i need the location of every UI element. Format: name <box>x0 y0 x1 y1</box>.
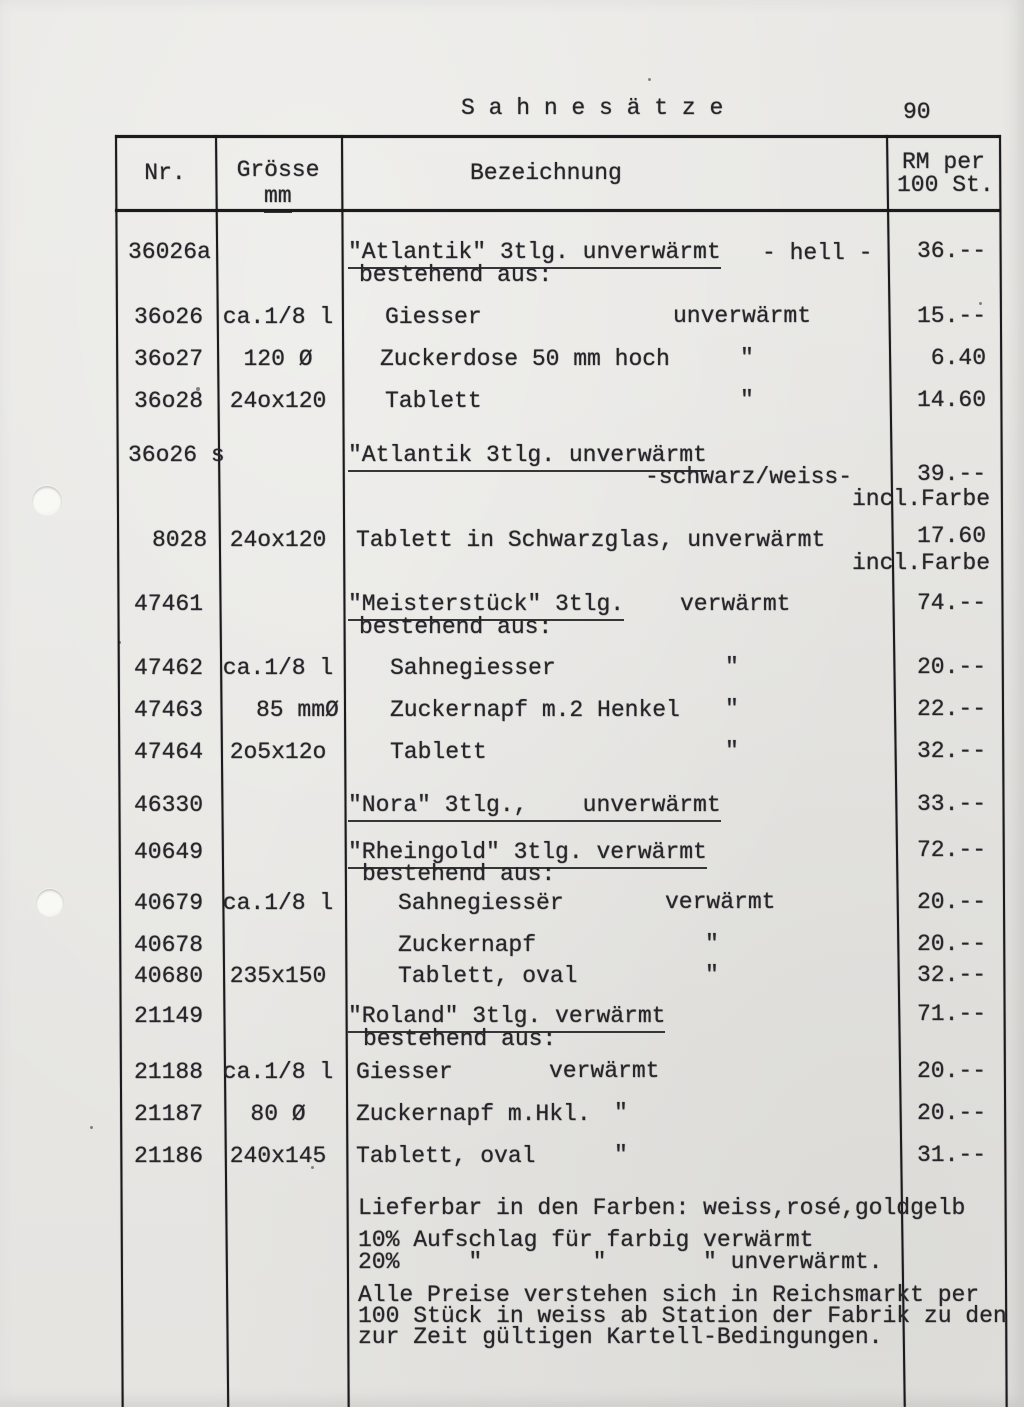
nr-cell: 36026a <box>128 239 211 265</box>
nr-cell: 8028 <box>152 527 208 553</box>
size-cell: 2o5x12o <box>229 739 327 765</box>
header-price-2: 100 St. <box>897 172 994 198</box>
ditto-mark: " <box>725 696 739 722</box>
price-cell: 20.-- <box>916 889 986 915</box>
note-cell: bestehend aus: <box>363 1026 557 1052</box>
item-cell: Tablett, oval <box>398 963 578 989</box>
nr-cell: 21186 <box>134 1143 204 1169</box>
size-cell: 240x145 <box>229 1143 327 1169</box>
page-title: S a h n e s ä t z e <box>461 95 724 121</box>
ditto-mark: " <box>740 387 754 413</box>
price-cell: 74.-- <box>916 590 986 616</box>
table-left-border <box>115 135 124 1407</box>
size-cell: 24ox120 <box>229 527 327 553</box>
table-top-border <box>115 135 1001 138</box>
item-cell: Zuckernapf m.Hkl. <box>356 1101 591 1127</box>
terms-note-2: 100 Stück in weiss ab Station der Fabrik zu den <box>358 1303 1007 1329</box>
price-cell: 39.-- <box>916 461 986 487</box>
ditto-mark: " <box>740 345 754 371</box>
nr-cell: 36o28 <box>134 388 204 414</box>
price-cell: 14.60 <box>916 387 986 413</box>
price-cell: 32.-- <box>916 962 986 988</box>
nr-cell: 36o27 <box>134 346 204 372</box>
set-name-cell: "Nora" 3tlg., unverwärmt <box>348 793 721 822</box>
punch-hole-bottom <box>36 889 64 917</box>
price-cell: 15.-- <box>916 303 986 329</box>
size-cell: 120 Ø <box>243 346 313 372</box>
nr-cell: 21187 <box>134 1101 204 1127</box>
available-colors-note: Lieferbar in den Farben: weiss,rosé,goldgelb <box>358 1195 966 1221</box>
item-cell: Sahnegiesser <box>390 655 556 681</box>
terms-note-1: Alle Preise verstehen sich in Reichsmarkt per <box>358 1282 980 1308</box>
size-cell: ca.1/8 l <box>222 1059 334 1085</box>
price-cell: 36.-- <box>916 238 986 264</box>
price-cell: 71.-- <box>916 1001 986 1027</box>
item-cell: Giesser <box>356 1059 453 1085</box>
size-cell: ca.1/8 l <box>222 304 334 330</box>
item-cell: Tablett in Schwarzglas, unverwärmt <box>356 527 826 553</box>
nr-cell: 47462 <box>134 655 204 681</box>
price-cell: 20.-- <box>916 654 986 680</box>
nr-cell: 40679 <box>134 890 204 916</box>
price-cell: 22.-- <box>916 696 986 722</box>
nr-cell: 47464 <box>134 739 204 765</box>
variant-cell: -schwarz/weiss- <box>645 464 853 490</box>
set-name-cell: "Atlantik" 3tlg. unverwärmt <box>348 240 721 269</box>
nr-cell: 21188 <box>134 1059 204 1085</box>
nr-cell: 46330 <box>134 792 204 818</box>
item-cell: Zuckernapf m.2 Henkel <box>390 697 680 723</box>
note-cell: bestehend aus: <box>362 861 556 887</box>
size-cell: 235x150 <box>229 963 327 989</box>
item-cell: Tablett, oval <box>356 1143 536 1169</box>
item-cell: Zuckernapf <box>398 932 537 958</box>
terms-note-3: zur Zeit gültigen Kartell-Bedingungen. <box>358 1324 883 1350</box>
ditto-mark: " <box>725 654 739 680</box>
state-cell: unverwärmt <box>673 303 812 329</box>
ditto-mark: " <box>614 1142 628 1168</box>
item-cell: Giesser <box>385 304 482 330</box>
price-note-cell: incl.Farbe <box>852 550 991 576</box>
header-groesse-unit: mm <box>264 184 292 213</box>
size-cell: 85 mmØ <box>256 697 339 723</box>
table-right-border <box>999 135 1008 1407</box>
header-price-1: RM per <box>902 149 985 175</box>
column-divider-groesse <box>341 135 350 1407</box>
price-cell: 33.-- <box>916 791 986 817</box>
variant-cell: - hell - <box>762 240 873 266</box>
price-cell: 32.-- <box>916 738 986 764</box>
nr-cell: 36o26 <box>134 304 204 330</box>
header-bezeichnung: Bezeichnung <box>470 160 622 186</box>
nr-cell: 40678 <box>134 932 204 958</box>
ditto-mark: " <box>705 931 719 957</box>
nr-cell: 21149 <box>134 1003 204 1029</box>
price-cell: 72.-- <box>916 837 986 863</box>
nr-cell: 40680 <box>134 963 204 989</box>
header-nr: Nr. <box>144 160 186 186</box>
surcharge-note-2: 20% " " " unverwärmt. <box>358 1249 883 1275</box>
header-groesse: Grösse <box>236 157 320 183</box>
set-name-cell: "Atlantik 3tlg. unverwärmt <box>348 443 707 472</box>
note-cell: bestehend aus: <box>359 262 553 288</box>
ditto-mark: " <box>725 738 739 764</box>
header-divider-line <box>115 209 1001 212</box>
state-cell: verwärmt <box>665 889 776 915</box>
price-cell: 20.-- <box>916 931 986 957</box>
size-cell: 80 Ø <box>250 1101 306 1127</box>
size-cell: ca.1/8 l <box>222 655 334 681</box>
nr-cell: 47461 <box>134 591 204 617</box>
page-number: 90 <box>903 99 931 125</box>
set-name-cell: "Rheingold" 3tlg. verwärmt <box>348 840 707 869</box>
nr-cell: 40649 <box>134 839 204 865</box>
set-name-cell: "Roland" 3tlg. verwärmt <box>348 1004 665 1033</box>
price-cell: 31.-- <box>916 1142 986 1168</box>
nr-cell: 36o26 s <box>128 442 225 468</box>
item-cell: Tablett <box>390 739 487 765</box>
punch-hole-top <box>32 486 62 516</box>
ditto-mark: " <box>705 962 719 988</box>
price-cell: 20.-- <box>916 1058 986 1084</box>
ditto-mark: " <box>614 1100 628 1126</box>
paper-speck <box>90 1126 93 1129</box>
paper-speck <box>648 78 651 81</box>
set-name-cell: "Meisterstück" 3tlg. <box>348 592 624 621</box>
size-cell: ca.1/8 l <box>222 890 334 916</box>
price-cell: 20.-- <box>916 1100 986 1126</box>
size-cell: 24ox120 <box>229 388 327 414</box>
item-cell: Sahnegiessër <box>398 890 564 916</box>
price-note-cell: incl.Farbe <box>852 486 991 512</box>
surcharge-note-1: 10% Aufschlag für farbig verwärmt <box>358 1227 814 1253</box>
price-cell: 6.40 <box>930 345 986 371</box>
state-cell: verwärmt <box>680 591 791 617</box>
state-cell: verwärmt <box>549 1058 660 1084</box>
price-cell: 17.60 <box>916 523 986 549</box>
item-cell: Zuckerdose 50 mm hoch <box>380 346 670 372</box>
nr-cell: 47463 <box>134 697 204 723</box>
item-cell: Tablett <box>385 388 482 414</box>
note-cell: bestehend aus: <box>359 614 553 640</box>
